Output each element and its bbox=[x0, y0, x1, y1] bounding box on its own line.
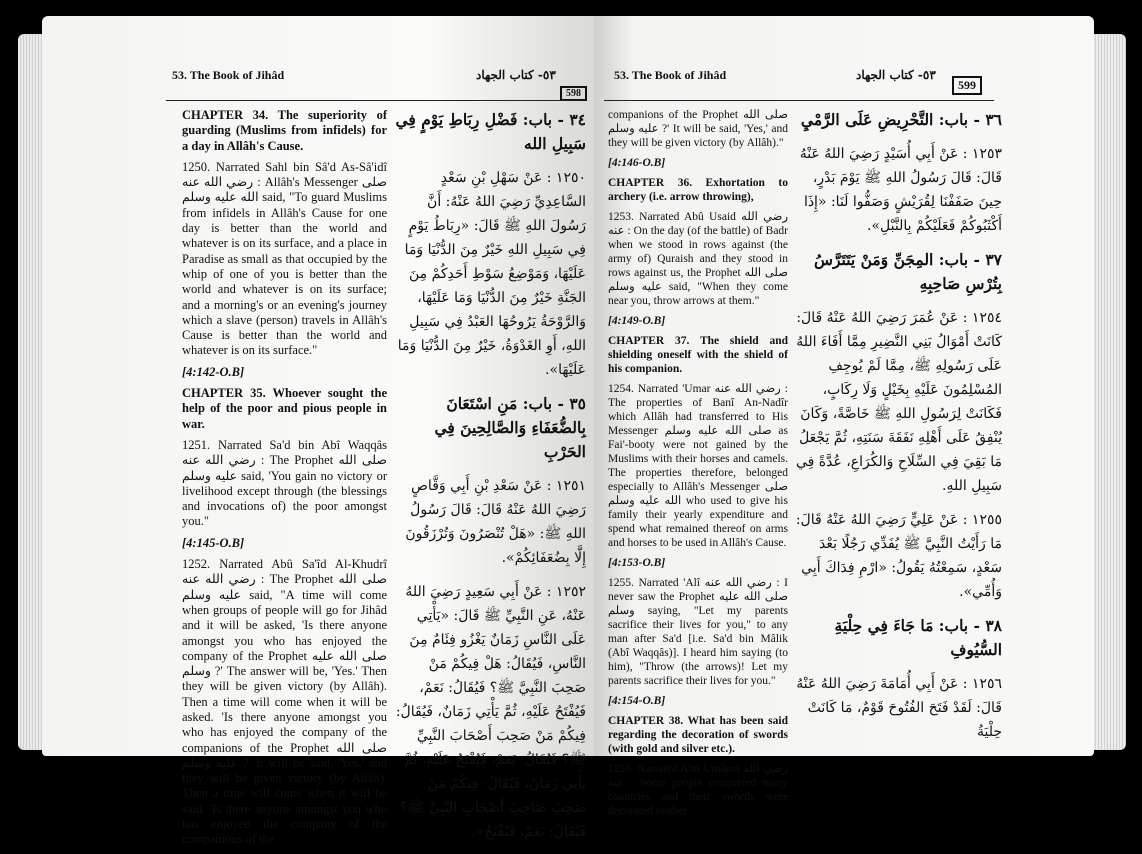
arabic-hadith-text: ١٢٥٤ : عَنْ عُمَرَ رَضِيَ اللهُ عَنْهُ قَالَ: كَانَتْ أَمْوَالُ بَنِي النَّضِيرِ مِمَّا أَفَاءَ اللهُ عَلَى رَسُولِهِ ﷺ، مِمَّا لَمْ يُوجِفِ المُسْلِمُونَ عَلَيْهِ بِخَيْلٍ وَلَا رِكَابٍ، فَكَانَتْ لِرَسُولِ اللهِ ﷺ خَاصَّةً، وَكَانَ يُنْفِقُ عَلَى أَهْلِهِ نَفَقَةَ سَنَتِهِ، ثُمَّ يَجْعَلُ مَا بَقِيَ فِي السِّلَاحِ وَالكُرَاعِ، عُدَّةً فِي سَبِيلِ اللهِ. bbox=[795, 310, 1002, 494]
arabic-hadith-text: ١٢٥٥ : عَنْ عَلِيٍّ رَضِيَ اللهُ عَنْهُ قَالَ: مَا رَأَيْتُ النَّبِيَّ ﷺ يُفَدِّي رَجُلًا بَعْدَ سَعْدٍ، سَمِعْتُهُ يَقُولُ: «ارْمِ فِدَاكَ أَبِي وَأُمِّي». bbox=[795, 512, 1002, 600]
hadith-reference: [4:153-O.B] bbox=[608, 557, 666, 569]
arabic-hadith-text: ١٢٥٢ : عَنْ أَبِي سَعِيدٍ رَضِيَ اللهُ عَنْهُ، عَنِ النَّبِيِّ ﷺ قَالَ: «يَأْتِي عَلَى النَّاسِ زَمَانٌ يَغْزُو فِئَامٌ مِنَ النَّاسِ، فَيُقَالُ: هَلْ فِيكُمْ مَنْ صَحِبَ النَّبِيَّ ﷺ؟ فَيُقَالُ: نَعَمْ، فَيُفْتَحُ عَلَيْهِ، ثُمَّ يَأْتِي زَمَانٌ، فَيُقَالُ: فِيكُمْ مَنْ صَحِبَ أَصْحَابَ النَّبِيِّ ﷺ؟ فَيُقَالُ: نَعَمْ، فَيُفْتَحُ عَلَيْهِ، ثُمَّ يَأْتِي زَمَانٌ، فَيُقَالُ: فِيكُمْ مَنْ صَحِبَ صَاحِبَ أَصْحَابِ النَّبِيِّ ﷺ؟ فَيُقَالُ: نَعَمْ، فَيُفْتَحُ». bbox=[395, 584, 586, 840]
hadith-reference: [4:149-O.B] bbox=[608, 315, 666, 327]
arabic-chapter-heading: ٣٤ - باب: فَضْلِ رِبَاطِ يَوْمٍ فِي سَبِيلِ الله bbox=[395, 110, 586, 153]
hadith-reference: [4:146-O.B] bbox=[608, 157, 666, 169]
arabic-chapter-heading: ٣٨ - باب: مَا جَاءَ فِي حِلْيَةِ السُّيُوفِ bbox=[834, 616, 1002, 659]
left-header-arabic: ٥٣- كتاب الجهاد bbox=[476, 68, 556, 82]
hadith-text: 1253. Narrated Abû Usaid رضي الله عنه : On the day (of the battle) of Badr when we stood in rows against (the army of) Quraish and they stood in rows against us, the Prophet صلى الله عليه وسلم said, "When they come near you, throw arrows at them." bbox=[608, 211, 788, 307]
right-header-arabic: ٥٣- كتاب الجهاد bbox=[856, 68, 936, 82]
hadith-text: 1256. Narrated Abû Umâma رضي الله عنه : Some people conquered many countries and their swords were decorated neither bbox=[608, 763, 789, 817]
arabic-chapter-heading: ٣٦ - باب: التَّحْرِيضِ عَلَى الرَّمْيِ bbox=[800, 110, 1002, 129]
right-page-number: 599 bbox=[952, 76, 982, 95]
left-english-column bbox=[182, 108, 387, 854]
left-header-rule bbox=[166, 100, 580, 101]
left-header-title: 53. The Book of Jihâd bbox=[172, 68, 285, 82]
chapter-heading: CHAPTER 38. What has been said regarding the decoration of swords (with gold and silver etc.). bbox=[608, 715, 788, 755]
right-header-rule bbox=[604, 100, 994, 101]
chapter-heading: CHAPTER 34. The superiority of guarding (Muslims from infidels) for a day in Allâh's Cause. bbox=[182, 108, 387, 153]
right-page bbox=[594, 16, 1094, 817]
left-page bbox=[42, 16, 594, 847]
hadith-text: 1250. Narrated Sahl bin Sâ'd As-Sâ'idî رضي الله عنه : Allâh's Messenger صلى الله عليه وسلم said, "To guard Muslims from infidels in Allâh's Cause for one day is better than the world and whatever is on its surface, and a place in Paradise as small as that occupied by the whip of one of you is better than the world and whatever is on its surface; and a morning's or an evening's journey which a slave (person) travels in Allâh's Cause is better than the world and whatever is on its surface." bbox=[182, 159, 387, 358]
hadith-reference: [4:145-O.B] bbox=[182, 535, 245, 550]
hadith-text: 1251. Narrated Sa'd bin Abî Waqqâs رضي الله عنه : The Prophet صلى الله عليه وسلم said, 'You gain no victory or livelihood except through (the blessings and invocations of) the poor amongst you." bbox=[182, 437, 387, 529]
right-header-title: 53. The Book of Jihâd bbox=[614, 68, 727, 82]
left-arabic-column bbox=[394, 108, 586, 854]
page-edges-right bbox=[1092, 34, 1126, 750]
chapter-heading: CHAPTER 36. Exhortation to archery (i.e. arrow throwing), bbox=[608, 177, 788, 203]
hadith-text: 1254. Narrated 'Umar رضي الله عنه : The properties of Banî An-Nadîr which Allâh had transferred to His Messenger صلى الله عليه وسلم as Fai'-booty were not gained by the Muslims with their horses and camels. The properties therefore, belonged especially to Allâh's Messenger صلى الله عليه وسلم who used to give his family their yearly expenditure and spend what remained thereof on arms and horses to be used in Allâh's Cause. bbox=[608, 383, 789, 549]
chapter-heading: CHAPTER 37. The shield and shielding oneself with the shield of his companion. bbox=[608, 335, 788, 375]
arabic-hadith-text: ١٢٥٦ : عَنْ أَبِي أُمَامَةَ رَضِيَ اللهُ عَنْهُ قَالَ: لَقَدْ فَتَحَ الفُتُوحَ قَوْمٌ، مَا كَانَتْ حِلْيَةُ bbox=[796, 676, 1002, 740]
arabic-hadith-text: ١٢٥٣ : عَنْ أَبِي أُسَيْدٍ رَضِيَ اللهُ عَنْهُ قَالَ: قَالَ رَسُولُ اللهِ ﷺ يَوْمَ بَدْرٍ، حِينَ صَفَفْنَا لِقُرَيْشٍ وَصَفُّوا لَنَا: «إِذَا أَكْثَبُوكُمْ فَعَلَيْكُمْ بِالنَّبْلِ». bbox=[799, 146, 1002, 234]
hadith-text: 1255. Narrated 'Alî رضي الله عنه : I never saw the Prophet صلى الله عليه وسلم saying, "Let my parents sacrifice their lives for you," to any man after Sa'd [i.e. Sa'd bin Mâlik (Abî Waqqâs)]. I heard him saying (to him), "Throw (the arrows)! Let my parents sacrifice their lives for you." bbox=[608, 577, 789, 687]
arabic-chapter-heading: ٣٧ - باب: المِجَنِّ وَمَنْ يَتَتَرَّسُ بِتُرْسِ صَاحِبِهِ bbox=[814, 250, 1002, 293]
right-english-column bbox=[608, 108, 788, 824]
chapter-heading: CHAPTER 35. Whoever sought the help of the poor and pious people in war. bbox=[182, 386, 387, 431]
hadith-reference: [4:142-O.B] bbox=[182, 364, 245, 379]
hadith-text: companions of the Prophet صلى الله عليه وسلم ?' It will be said, 'Yes,' and they will be given victory (by Allâh)." bbox=[608, 109, 788, 149]
hadith-reference: [4:154-O.B] bbox=[608, 695, 666, 707]
arabic-hadith-text: ١٢٥١ : عَنْ سَعْدِ بْنِ أَبِي وَقَّاصٍ رَضِيَ اللهُ عَنْهُ قَالَ: قَالَ رَسُولُ اللهِ ﷺ: «هَلْ تُنْصَرُونَ وَتُرْزَقُونَ إِلَّا بِضُعَفَائِكُمْ». bbox=[405, 478, 586, 566]
hadith-text: 1252. Narrated Abû Sa'îd Al-Khudrî رضي الله عنه : The Prophet صلى الله عليه وسلم said, "A time will come when groups of people will go for Jihâd and it will be asked, 'Is there anyone amongst you who has enjoyed the company of the Prophet صلى الله عليه وسلم ?' The answer will be, 'Yes.' Then they will be given victory (by Allâh). Then a time will come when it will be asked. 'Is there anyone amongst you who has enjoyed the company of the companions of the Prophet صلى الله عليه وسلم ?' It will be said, 'Yes,' and they will be given victory (by Allâh). Then a time will come when it will be said. 'Is there anyone amongst you who has enjoyed the company of the companions of the bbox=[182, 557, 387, 847]
arabic-hadith-text: ١٢٥٠ : عَنْ سَهْلِ بْنِ سَعْدٍ السَّاعِدِيِّ رَضِيَ اللهُ عَنْهُ: أَنَّ رَسُولَ اللهِ ﷺ قَالَ: «رِبَاطُ يَوْمٍ فِي سَبِيلِ اللهِ خَيْرٌ مِنَ الدُّنْيَا وَمَا عَلَيْهَا، وَمَوْضِعُ سَوْطِ أَحَدِكُمْ مِنَ الجَنَّةِ خَيْرٌ مِنَ الدُّنْيَا وَمَا عَلَيْهَا، وَالرَّوْحَةُ يَرُوحُهَا العَبْدُ فِي سَبِيلِ اللهِ، أَوِ الغَدْوَةُ، خَيْرٌ مِنَ الدُّنْيَا وَمَا عَلَيْهَا». bbox=[397, 170, 586, 378]
left-page-number: 598 bbox=[560, 86, 587, 101]
right-arabic-column bbox=[792, 108, 1002, 754]
arabic-chapter-heading: ٣٥ - باب: مَنِ اسْتَعَانَ بِالضُّعَفَاءِ وَالصَّالِحِينَ فِي الحَرْبِ bbox=[434, 394, 586, 461]
open-book bbox=[18, 6, 1126, 847]
